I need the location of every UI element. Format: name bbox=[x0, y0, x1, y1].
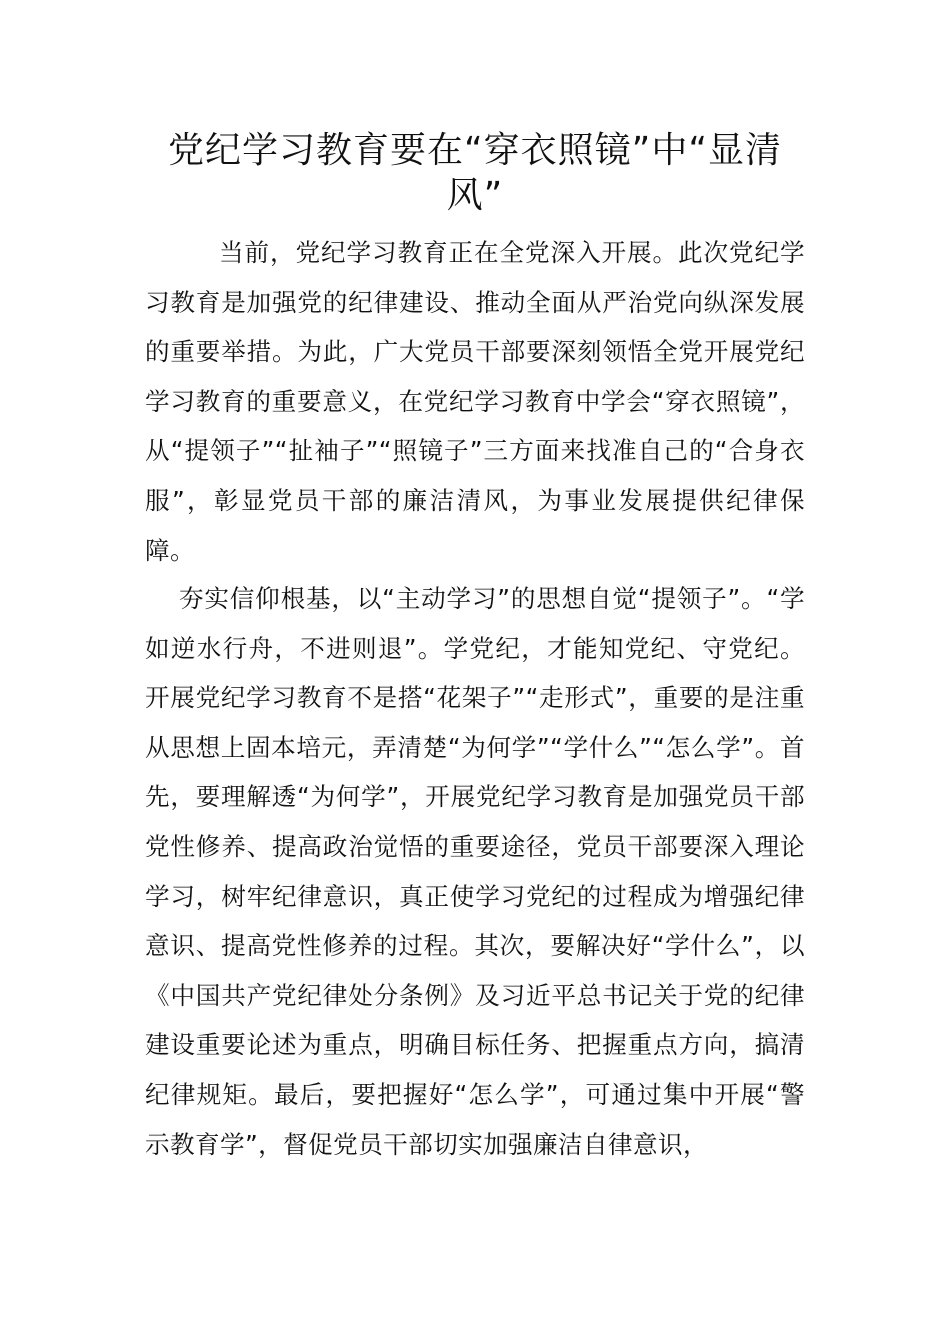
paragraph-faith-foundation: 夯实信仰根基，以“主动学习”的思想自觉“提领子”。“学如逆水行舟，不进则退”。学党纪，才能知党纪、守党纪。开展党纪学习教育不是搭“花架子”“走形式”，重要的是注重从思想上固本培元，弄清楚“为何学”“学什么”“怎么学”。首先，要理解透“为何学”，开展党纪学习教育是加强党员干部党性修养、提高政治觉悟的重要途径，党员干部要深入理论学习，树牢纪律意识，真正使学习党纪的过程成为增强纪律意识、提高党性修养的过程。其次，要解决好“学什么”，以《中国共产党纪律处分条例》及习近平总书记关于党的纪律建设重要论述为重点，明确目标任务、把握重点方向，搞清纪律规矩。最后，要把握好“怎么学”，可通过集中开展“警示教育学”，督促党员干部切实加强廉洁自律意识， bbox=[145, 584, 805, 1159]
paragraph-intro: 当前，党纪学习教育正在全党深入开展。此次党纪学习教育是加强党的纪律建设、推动全面从严治党向纵深发展的重要举措。为此，广大党员干部要深刻领悟全党开展党纪学习教育的重要意义，在党纪学习教育中学会“穿衣照镜”，从“提领子”“扯袖子”“照镜子”三方面来找准自己的“合身衣服”，彰显党员干部的廉洁清风，为事业发展提供纪律保障。 bbox=[145, 238, 805, 565]
document-title: 党纪学习教育要在“穿衣照镜”中“显清风” bbox=[168, 130, 782, 216]
